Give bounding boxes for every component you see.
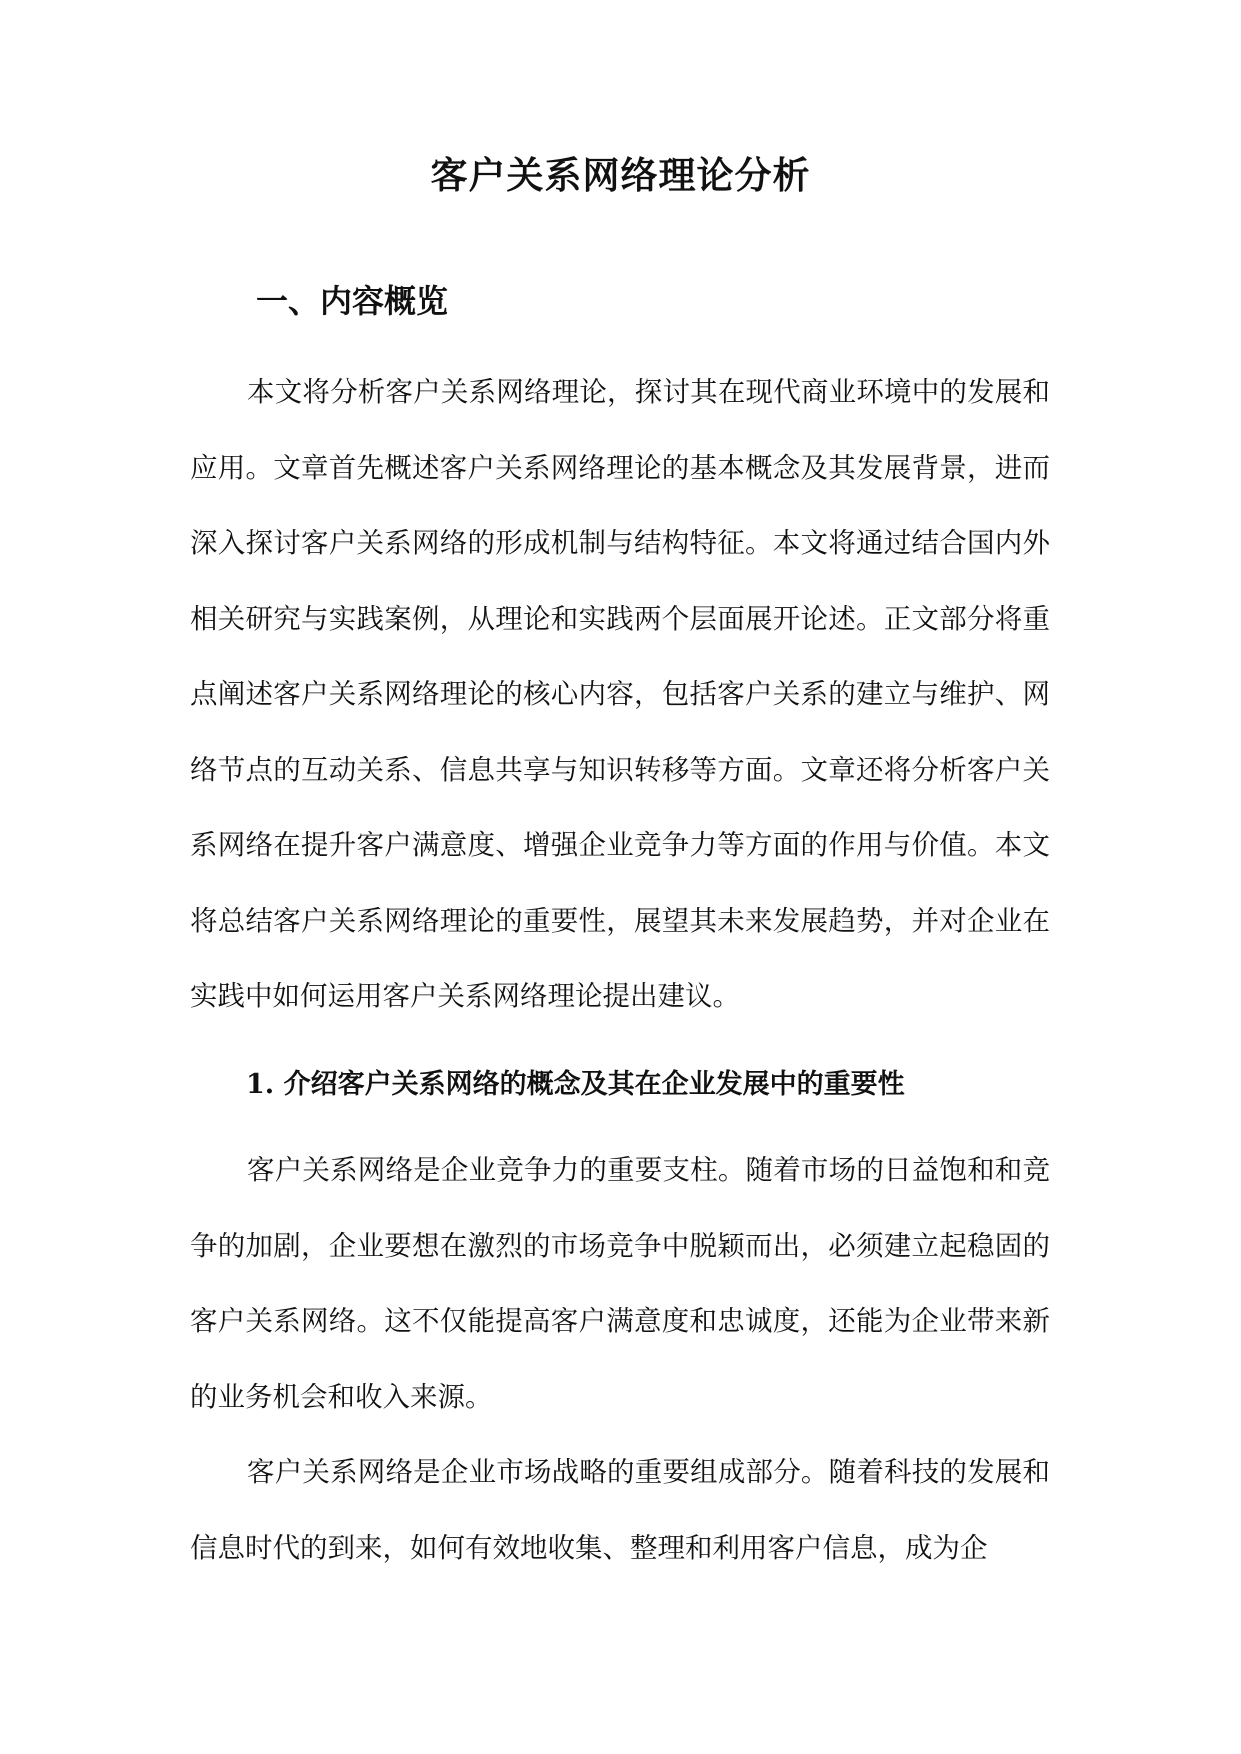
concept-paragraph-1: 客户关系网络是企业竞争力的重要支柱。随着市场的日益饱和和竞争的加剧，企业要想在激烈的市场竞争中脱颖而出，必须建立起稳固的客户关系网络。这不仅能提高客户满意度和忠诚度，还能为企业带来新的业务机会和收入来源。 [190, 1154, 1050, 1413]
section-heading-overview: 一、内容概览 [256, 282, 449, 320]
concept-paragraph-2: 客户关系网络是企业市场战略的重要组成部分。随着科技的发展和信息时代的到来，如何有效地收集、整理和利用客户信息，成为企 [190, 1456, 1050, 1564]
document-title: 客户关系网络理论分析 [430, 153, 811, 197]
section-heading-concept: 1. 介绍客户关系网络的概念及其在企业发展中的重要性 [246, 1069, 905, 1100]
overview-paragraph: 本文将分析客户关系网络理论，探讨其在现代商业环境中的发展和应用。文章首先概述客户关系网络理论的基本概念及其发展背景，进而深入探讨客户关系网络的形成机制与结构特征。本文将通过结合国内外相关研究与实践案例，从理论和实践两个层面展开论述。正文部分将重点阐述客户关系网络理论的核心内容，包括客户关系的建立与维护、网络节点的互动关系、信息共享与知识转移等方面。文章还将分析客户关系网络在提升客户满意度、增强企业竞争力等方面的作用与价值。本文将总结客户关系网络理论的重要性，展望其未来发展趋势，并对企业在实践中如何运用客户关系网络理论提出建议。 [190, 376, 1050, 1012]
